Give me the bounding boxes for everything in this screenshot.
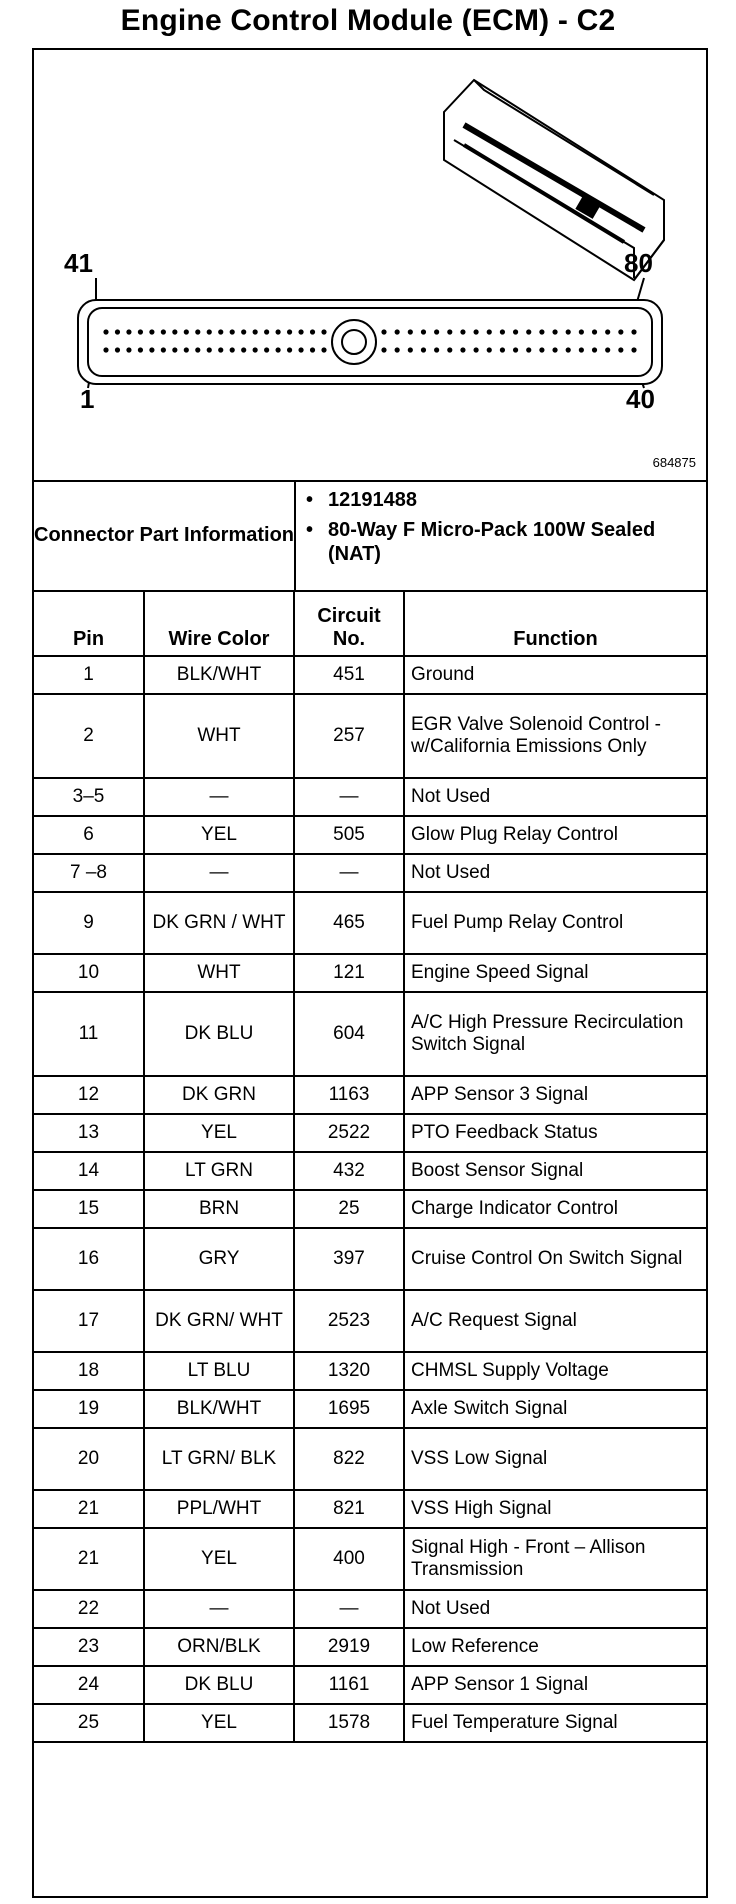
cell-pin: 17 [34,1290,144,1352]
cell-circuit-no: 505 [294,816,404,854]
pin-dot [298,329,303,334]
table-row [34,1628,706,1666]
cell-pin: 24 [34,1666,144,1704]
cell-pin: 7 –8 [34,854,144,892]
pin-dot [618,329,623,334]
header-pin: Pin [34,590,144,656]
pin-dot [103,329,108,334]
cell-function: EGR Valve Solenoid Control - w/California Emissions Only [404,694,706,778]
connector-info-list [306,488,706,572]
pin-label-1: 1 [80,384,95,414]
cell-wire-color: DK BLU [144,1666,294,1704]
cell-circuit-no: 1161 [294,1666,404,1704]
cell-function: Boost Sensor Signal [404,1152,706,1190]
pin-dot [460,329,465,334]
table-row [34,1666,706,1704]
cell-circuit-no: — [294,854,404,892]
pin-dot [264,329,269,334]
cell-circuit-no: 1578 [294,1704,404,1742]
cell-wire-color: GRY [144,1228,294,1290]
pin-dot [287,347,292,352]
cell-pin: 2 [34,694,144,778]
pin-dot [115,329,120,334]
cell-pin: 20 [34,1428,144,1490]
pin-dot [579,329,584,334]
table-row [34,1390,706,1428]
pin-dot [172,347,177,352]
cell-wire-color: — [144,854,294,892]
table-row [34,954,706,992]
pin-dot [207,329,212,334]
pin-dot [539,347,544,352]
cell-pin: 6 [34,816,144,854]
table-row [34,816,706,854]
pin-dot [526,329,531,334]
pin-dot [618,347,623,352]
cell-pin: 10 [34,954,144,992]
pin-dot [276,329,281,334]
pin-dot [447,329,452,334]
cell-pin: 1 [34,656,144,694]
cell-function: A/C High Pressure Recirculation Switch Signal [404,992,706,1076]
table-row [34,1152,706,1190]
pin-dot [218,347,223,352]
cell-function: Not Used [404,1590,706,1628]
cell-function: A/C Request Signal [404,1290,706,1352]
pin-dot [408,347,413,352]
pin-dot [421,329,426,334]
table-row [34,778,706,816]
cell-function: Glow Plug Relay Control [404,816,706,854]
pin-dot [605,329,610,334]
pin-dot [631,329,636,334]
cell-wire-color: — [144,1590,294,1628]
connector-info-item: • 80-Way F Micro-Pack 100W Sealed (NAT) [306,519,656,565]
cell-wire-color: LT GRN [144,1152,294,1190]
pin-dot [513,347,518,352]
cell-function: Low Reference [404,1628,706,1666]
pin-dot [172,329,177,334]
cell-pin: 22 [34,1590,144,1628]
cell-function: Cruise Control On Switch Signal [404,1228,706,1290]
pin-dot [474,347,479,352]
pin-dot [310,329,315,334]
table-row [34,1528,706,1590]
table-row [34,1428,706,1490]
cell-pin: 23 [34,1628,144,1666]
connector-info [34,480,706,592]
pin-dot [138,329,143,334]
cell-function: PTO Feedback Status [404,1114,706,1152]
cell-wire-color: WHT [144,954,294,992]
cell-wire-color: YEL [144,1528,294,1590]
cell-circuit-no: 1695 [294,1390,404,1428]
pin-dot [298,347,303,352]
pin-dot [138,347,143,352]
pin-dot [474,329,479,334]
table-row [34,1490,706,1528]
cell-wire-color: LT BLU [144,1352,294,1390]
pin-dot [103,347,108,352]
cell-circuit-no: 604 [294,992,404,1076]
cell-circuit-no: 2523 [294,1290,404,1352]
cell-circuit-no: — [294,1590,404,1628]
table-row [34,854,706,892]
table-row [34,1228,706,1290]
cell-wire-color: DK GRN / WHT [144,892,294,954]
pin-dot [149,347,154,352]
pin-dot [126,347,131,352]
cell-pin: 11 [34,992,144,1076]
cell-wire-color: WHT [144,694,294,778]
pin-dot [184,347,189,352]
pin-dot [447,347,452,352]
table-row [34,1590,706,1628]
connector-info-item: • 12191488 [306,489,417,511]
table-row [34,992,706,1076]
pin-dot [195,329,200,334]
cell-circuit-no: 432 [294,1152,404,1190]
table-row [34,656,706,694]
cell-wire-color: YEL [144,816,294,854]
cell-circuit-no: 257 [294,694,404,778]
cell-pin: 15 [34,1190,144,1228]
cell-pin: 12 [34,1076,144,1114]
cell-circuit-no: 397 [294,1228,404,1290]
cell-circuit-no: 822 [294,1428,404,1490]
cell-pin: 14 [34,1152,144,1190]
pin-dot [253,347,258,352]
pin-dot [552,329,557,334]
pin-dot [241,347,246,352]
pin-dot [149,329,154,334]
pin-dot [566,347,571,352]
cell-circuit-no: 821 [294,1490,404,1528]
pin-dot [513,329,518,334]
pin-dot [500,347,505,352]
pin-dot [434,347,439,352]
table-row [34,1704,706,1742]
cell-function: Engine Speed Signal [404,954,706,992]
connector-frame [32,48,708,1898]
header-wire-color: Wire Color [144,590,294,656]
cell-wire-color: BLK/WHT [144,1390,294,1428]
cell-function: Fuel Temperature Signal [404,1704,706,1742]
pin-dot [321,347,326,352]
pin-dot [434,329,439,334]
pin-dot [605,347,610,352]
cell-function: VSS High Signal [404,1490,706,1528]
pin-dot [218,329,223,334]
figure-id: 684875 [652,455,696,470]
cell-circuit-no: 465 [294,892,404,954]
table-row [34,892,706,954]
pin-dot [381,329,386,334]
cell-function: Signal High - Front – Allison Transmission [404,1528,706,1590]
pin-dot [126,329,131,334]
table-row [34,1290,706,1352]
cell-pin: 13 [34,1114,144,1152]
pin-dot [395,329,400,334]
cell-function: Not Used [404,778,706,816]
cell-pin: 18 [34,1352,144,1390]
pin-dot [241,329,246,334]
cell-function: Axle Switch Signal [404,1390,706,1428]
cell-wire-color: — [144,778,294,816]
table-header [34,590,706,656]
cell-function: APP Sensor 3 Signal [404,1076,706,1114]
cell-wire-color: PPL/WHT [144,1490,294,1528]
connector-figure [34,50,706,482]
pin-dot [500,329,505,334]
cell-circuit-no: 1163 [294,1076,404,1114]
cell-circuit-no: 451 [294,656,404,694]
pin-dot [579,347,584,352]
pin-dot [487,347,492,352]
pin-dot [631,347,636,352]
cell-circuit-no: 121 [294,954,404,992]
cell-function: CHMSL Supply Voltage [404,1352,706,1390]
page-title: Engine Control Module (ECM) - C2 [120,4,616,37]
pin-dot [161,347,166,352]
cell-function: Ground [404,656,706,694]
header-function: Function [404,590,706,656]
cell-pin: 9 [34,892,144,954]
pin-dot [539,329,544,334]
table-row [34,1076,706,1114]
cell-wire-color: DK BLU [144,992,294,1076]
table-row [34,1352,706,1390]
cell-pin: 25 [34,1704,144,1742]
pin-dot [287,329,292,334]
cell-circuit-no: — [294,778,404,816]
connector-drawing [34,50,706,480]
pin-dot [253,329,258,334]
cell-pin: 16 [34,1228,144,1290]
pin-label-80: 80 [624,248,653,278]
cell-wire-color: LT GRN/ BLK [144,1428,294,1490]
cell-pin: 21 [34,1490,144,1528]
cell-function: Fuel Pump Relay Control [404,892,706,954]
cell-wire-color: DK GRN/ WHT [144,1290,294,1352]
pin-dot [460,347,465,352]
cell-circuit-no: 25 [294,1190,404,1228]
pin-dot [230,329,235,334]
pin-dot [184,329,189,334]
cell-function: Charge Indicator Control [404,1190,706,1228]
header-circuit-no: Circuit No. [294,590,404,656]
cell-function: VSS Low Signal [404,1428,706,1490]
cell-wire-color: YEL [144,1114,294,1152]
pin-dot [487,329,492,334]
pin-dot [276,347,281,352]
pin-label-41: 41 [64,248,93,278]
pin-dot [321,329,326,334]
cell-pin: 21 [34,1528,144,1590]
pin-dot [421,347,426,352]
cell-wire-color: YEL [144,1704,294,1742]
cell-pin: 19 [34,1390,144,1428]
cell-wire-color: DK GRN [144,1076,294,1114]
pin-dot [207,347,212,352]
pin-dot [161,329,166,334]
table-row [34,1114,706,1152]
cell-circuit-no: 400 [294,1528,404,1590]
pin-dot [592,329,597,334]
cell-circuit-no: 2919 [294,1628,404,1666]
cell-function: Not Used [404,854,706,892]
pin-dot [592,347,597,352]
cell-wire-color: BLK/WHT [144,656,294,694]
pin-label-40: 40 [626,384,655,414]
pin-dot [381,347,386,352]
pin-dot [230,347,235,352]
pin-dot [264,347,269,352]
cell-wire-color: ORN/BLK [144,1628,294,1666]
pin-dot [395,347,400,352]
cell-function: APP Sensor 1 Signal [404,1666,706,1704]
connector-info-label: Connector Part Information [34,480,296,590]
table-row [34,1190,706,1228]
pin-dot [115,347,120,352]
pin-dot [195,347,200,352]
cell-circuit-no: 1320 [294,1352,404,1390]
cell-circuit-no: 2522 [294,1114,404,1152]
pin-dot [552,347,557,352]
pin-dot [408,329,413,334]
pin-dot [566,329,571,334]
table-row [34,694,706,778]
cell-wire-color: BRN [144,1190,294,1228]
pin-dot [310,347,315,352]
pin-dot [526,347,531,352]
pinout-table [34,590,706,1743]
cell-pin: 3–5 [34,778,144,816]
connector-face [78,300,662,384]
